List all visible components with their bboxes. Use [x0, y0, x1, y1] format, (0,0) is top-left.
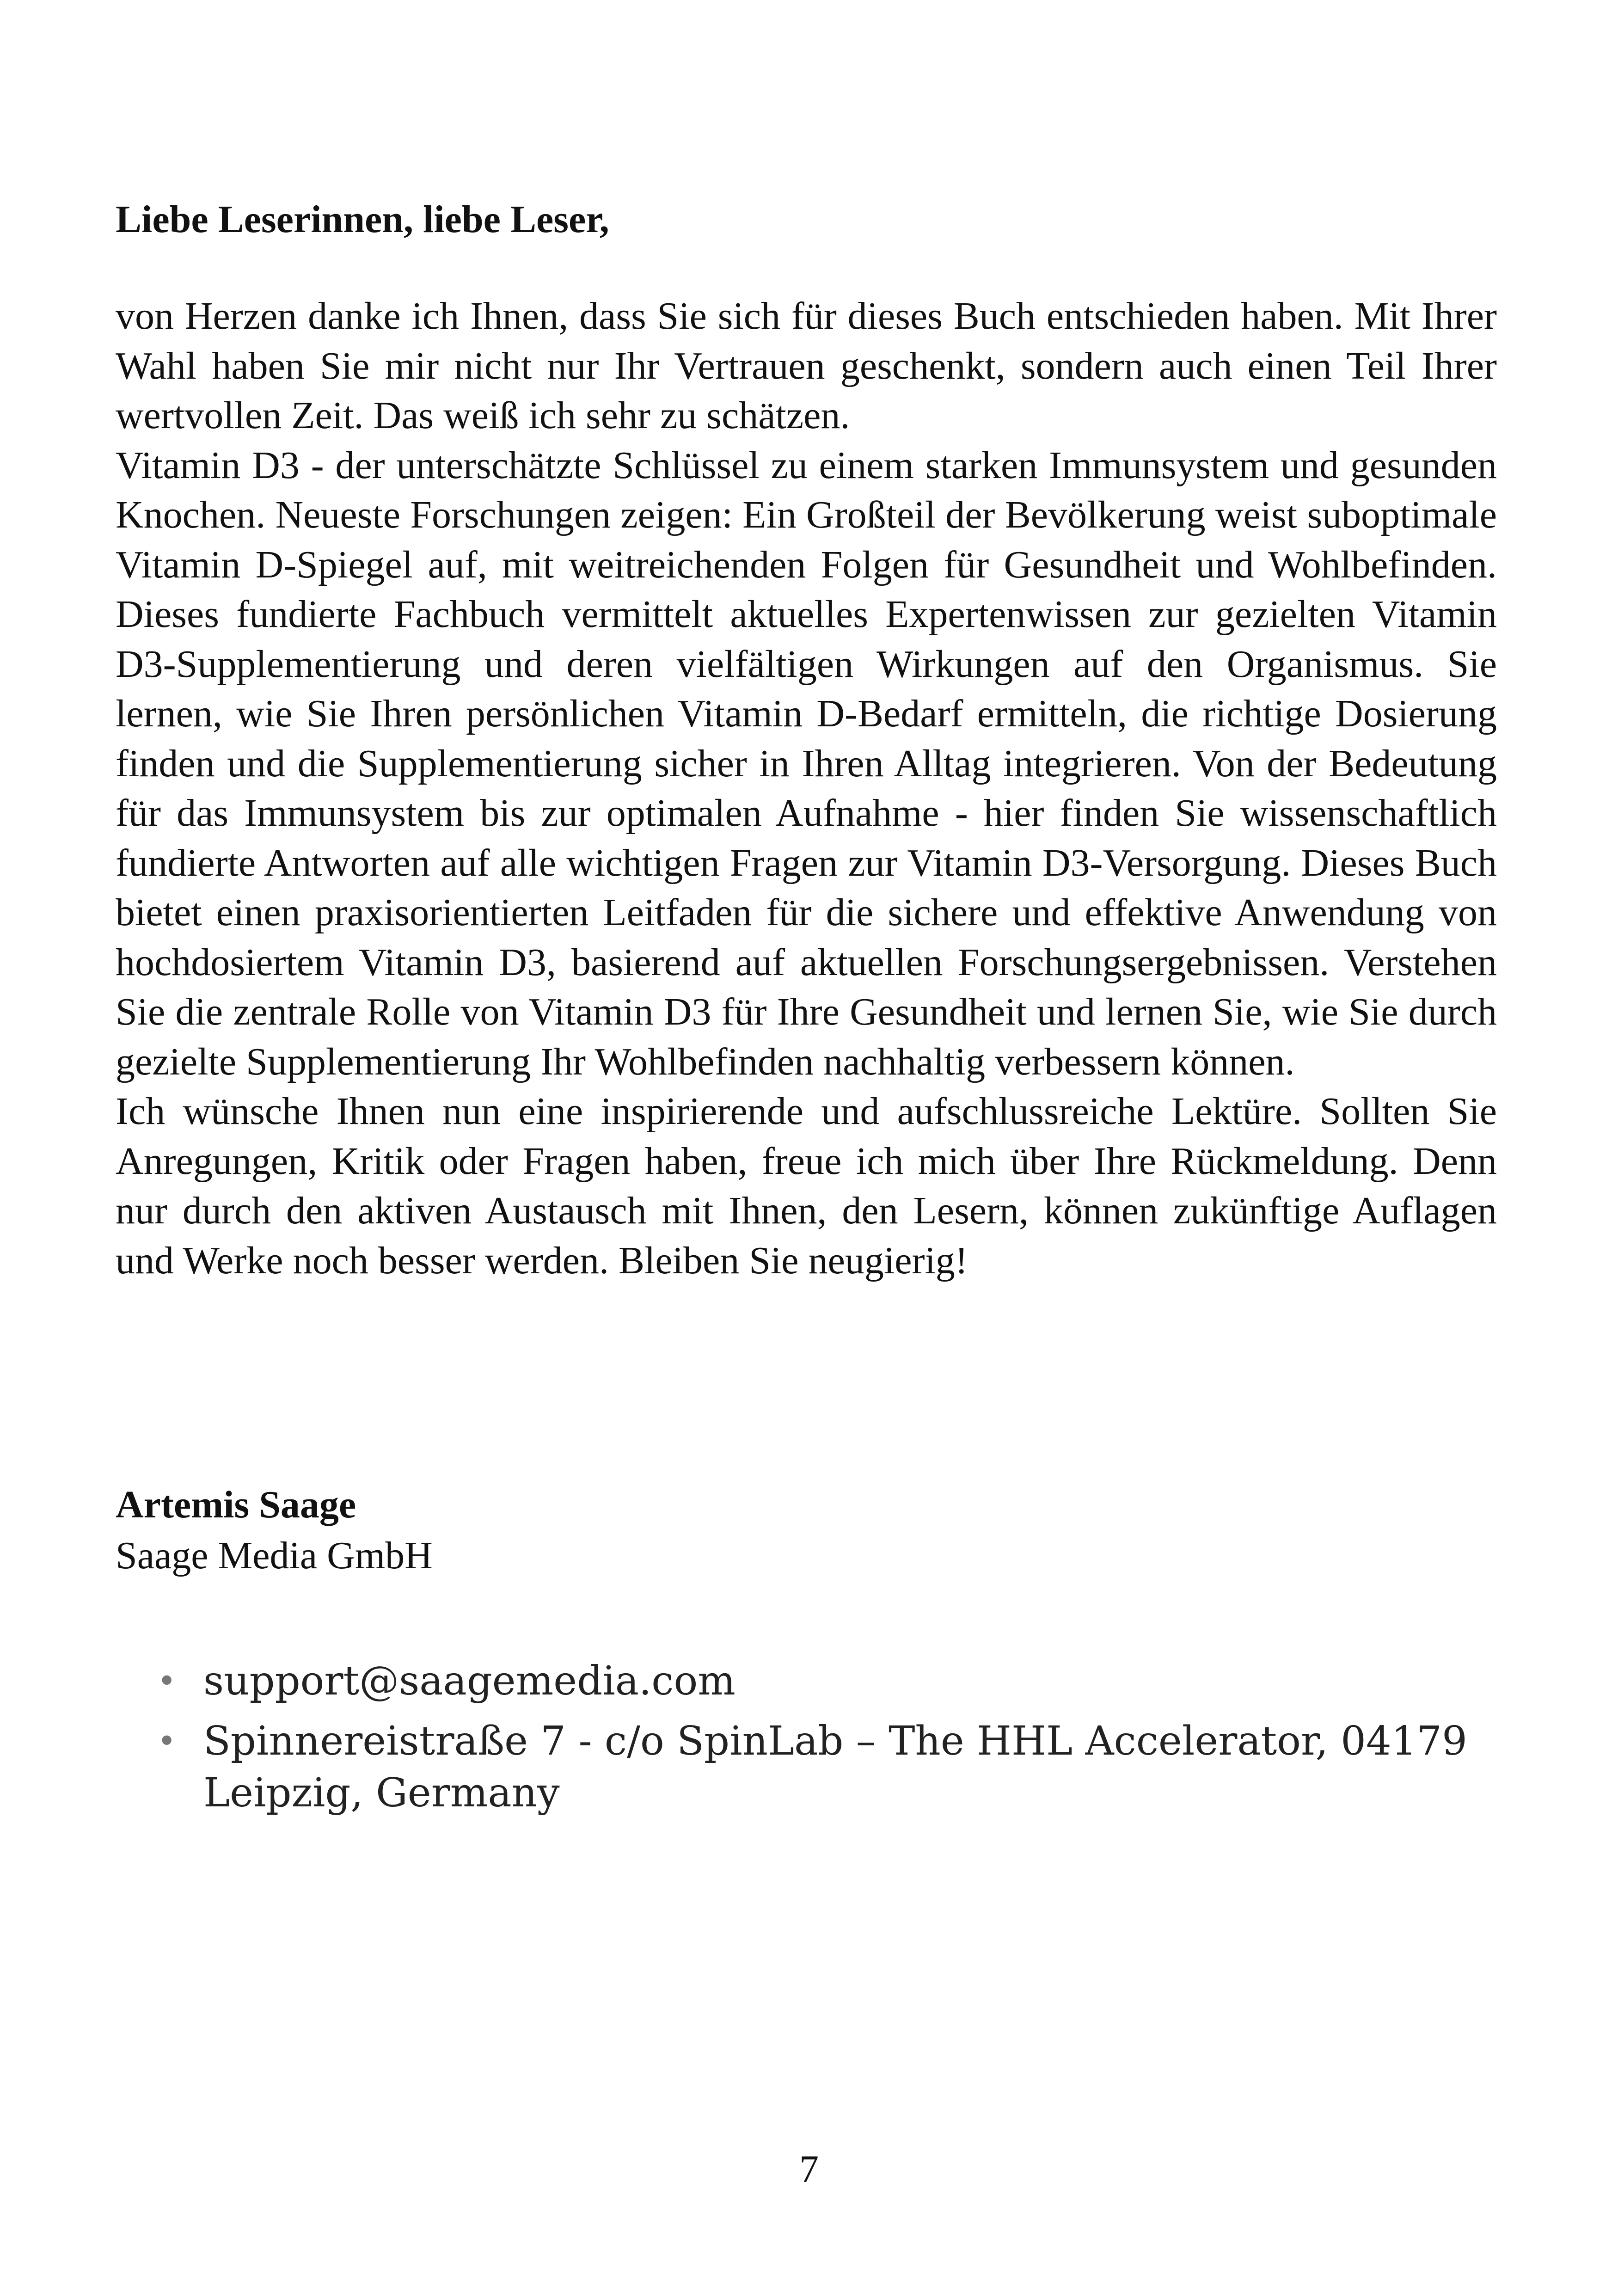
contact-item-address [157, 1715, 1498, 1819]
paragraph-closing: Ich wünsche Ihnen nun eine inspirierende und aufschlussreiche Lektüre. Sollten Sie Anregungen, Kritik oder Fragen haben, freue ich mich über Ihre Rückmeldung. Denn nur durch den aktiven Austausch mit Ihnen, den Lesern, können zukünftige Auflagen und Werke noch besser werden. Bleiben Sie neugierig! [116, 1090, 1497, 1282]
postal-address: Spinnereistraße 7 - c/o SpinLab – The HHL Accelerator, 04179 Leipzig, Germany [203, 1718, 1467, 1816]
contact-item-email [157, 1655, 1498, 1707]
salutation-heading: Liebe Leserinnen, liebe Leser, [116, 198, 609, 241]
paragraph-book-description: Vitamin D3 - der unterschätzte Schlüssel zu einem starken Immunsystem und gesunden Knochen. Neueste Forschungen zeigen: Ein Großteil der Bevölkerung weist suboptimale Vitamin D-Spiegel auf, mit weitreichenden Folgen für Gesundheit und Wohlbefinden. Dieses fundierte Fachbuch vermittelt aktuelles Expertenwissen zur gezielten Vitamin D3-Supplementierung und deren vielfältigen Wirkungen auf den Organismus. Sie lernen, wie Sie Ihren persönlichen Vitamin D-Bedarf ermitteln, die richtige Dosierung finden und die Supplementierung sicher in Ihren Alltag integrieren. Von der Bedeutung für das Immunsystem bis zur optimalen Aufnahme - hier finden Sie wissenschaftlich fundierte Antworten auf alle wichtigen Fragen zur Vitamin D3-Versorgung. Dieses Buch bietet einen praxisorientierten Leitfaden für die sichere und effektive Anwendung von hochdosiertem Vitamin D3, basierend auf aktuellen Forschungsergebnissen. Verstehen Sie die zentrale Rolle von Vitamin D3 für Ihre Gesundheit und lernen Sie, wie Sie durch gezielte Supplementierung Ihr Wohlbefinden nachhaltig verbessern können. [116, 443, 1497, 1083]
contact-list [157, 1655, 1498, 1827]
letter-body [116, 291, 1497, 1285]
author-name: Artemis Saage [116, 1483, 356, 1526]
email-link[interactable]: support@saagemedia.com [203, 1658, 735, 1704]
signature-block [116, 1480, 433, 1581]
paragraph-thanks: von Herzen danke ich Ihnen, dass Sie sich für dieses Buch entschieden haben. Mit Ihrer Wahl haben Sie mir nicht nur Ihr Vertrauen geschenkt, sondern auch einen Teil Ihrer wertvollen Zeit. Das weiß ich sehr zu schätzen. [116, 295, 1497, 437]
page-number: 7 [799, 2148, 819, 2191]
bullet-icon: • [157, 1662, 177, 1700]
bullet-icon: • [157, 1722, 177, 1760]
company-name: Saage Media GmbH [116, 1534, 433, 1577]
